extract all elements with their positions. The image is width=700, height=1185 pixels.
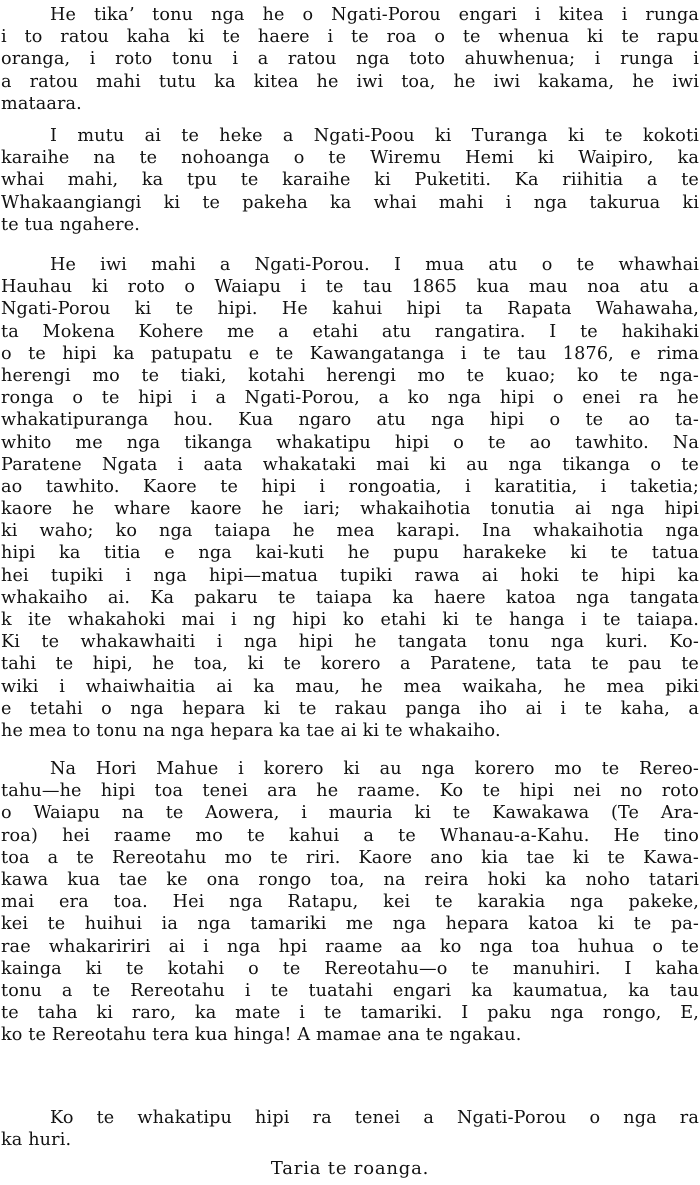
text-line: a ratou mahi tutu ka kitea he iwi toa, he iwi kakama, he iwi [1,71,699,92]
text-line: Ko te whakatipu hipi ra tenei a Ngati-Porou o nga ra [50,1108,699,1128]
text-line: tonu a te Rereotahu i te tuatahi engari ka kaumatua, ka tau [1,980,699,1001]
continued-note: Taria te roanga. [270,1158,430,1179]
text-line: herengi mo te tiaki, kotahi herengi mo te kuao; ko te nga- [1,365,699,386]
text-line: ka huri. [1,1130,72,1151]
text-line: ko te Rereotahu tera kua hinga! A mamae ana te ngakau. [1,1025,522,1046]
text-line: rae whakaririri ai i nga hpi raame aa ko nga toa huhua o te [1,936,699,957]
text-line: tahu—he hipi toa tenei ara he raame. Ko te hipi nei no roto [1,781,699,802]
paragraph [0,125,700,236]
text-line: Paratene Ngata i aata whakataki mai ki au nga tikanga o te [1,454,699,475]
text-line: whakatipuranga hou. Kua ngaro atu nga hipi o te ao ta- [1,410,699,431]
paragraph [0,254,700,742]
text-line: whakaiho ai. Ka pakaru te taiapa ka haere katoa nga tangata [1,587,699,608]
text-line: Hauhau ki roto o Waiapu i te tau 1865 kua mau noa atu a [1,277,699,298]
text-line: whai mahi, ka tpu te karaihe ki Puketiti. Ka riihitia a te [1,170,699,191]
text-line: te taha ki raro, ka mate i te tamariki. I paku nga rongo, E, [1,1003,699,1024]
text-line: I mutu ai te heke a Ngati-Poou ki Turanga ki te kokoti [50,126,699,146]
text-line: e tetahi o nga hepara ki te rakau panga iho ai i te kaha, a [1,698,699,719]
text-line: kaore he whare kaore he iari; whakaihotia tonutia ai nga hipi [1,499,699,520]
text-line: mataara. [1,93,82,114]
paragraph [0,1107,700,1151]
text-line: te tua ngahere. [1,214,141,235]
text-line: kawa kua tae ke ona rongo toa, na reira hoki ka noho tatari [1,869,699,890]
text-line: hipi ka titia e nga kai-kuti he pupu harakeke ki te tatua [1,543,699,564]
text-line: Whakaangiangi ki te pakeha ka whai mahi i nga takurua ki [1,192,699,213]
text-line: He iwi mahi a Ngati-Porou. I mua atu o te whawhai [50,255,699,275]
text-line: i to ratou kaha ki te haere i te roa o te whenua ki te rapu [1,27,699,48]
text-line: ki waho; ko nga taiapa he mea karapi. Ina whakaihotia nga [1,521,699,542]
text-line: mai era toa. Hei nga Ratapu, kei te karakia nga pakeke, [1,892,699,913]
text-line: karaihe na te nohoanga o te Wiremu Hemi ki Waipiro, ka [1,148,699,169]
text-line: Na Hori Mahue i korero ki au nga korero mo te Rereo- [50,759,699,779]
text-line: o te hipi ka patupatu e te Kawangatanga i te tau 1876, e rima [1,343,699,364]
text-line: Ngati-Porou ki te hipi. He kahui hipi ta Rapata Wahawaha, [1,299,699,320]
text-line: whito me nga tikanga whakatipu hipi o te ao tawhito. Na [1,432,699,453]
paragraph [0,4,700,115]
text-line: k ite whakahoki mai i ng hipi ko etahi ki te hanga i te taiapa. [1,610,699,630]
text-line: ao tawhito. Kaore te hipi i rongoatia, i karatitia, i taketia; [1,476,699,497]
paragraph [0,758,700,1046]
text-line: kei te huihui ia nga tamariki me nga hepara katoa ki te pa- [1,914,699,935]
document-page [0,4,700,1185]
text-line: tahi te hipi, he toa, ki te korero a Paratene, tata te pau te [1,654,699,675]
text-line: kainga ki te kotahi o te Rereotahu—o te manuhiri. I kaha [1,958,699,979]
text-line: oranga, i roto tonu i a ratou nga toto ahuwhenua; i runga i [1,49,699,70]
text-line: Ki te whakawhaiti i nga hipi he tangata tonu nga kuri. Ko- [1,632,699,653]
text-line: wiki i whaiwhaitia ai ka mau, he mea waikaha, he mea piki [1,676,699,697]
text-line: hei tupiki i nga hipi—matua tupiki rawa ai hoki te hipi ka [1,565,699,586]
text-line: ronga o te hipi i a Ngati-Porou, a ko nga hipi o enei ra he [1,388,699,409]
text-line: roa) hei raame mo te kahui a te Whanau-a-Kahu. He tino [1,825,699,846]
text-line: He tikaʼ tonu nga he o Ngati-Porou engari i kitea i runga [50,5,699,25]
text-line: o Waiapu na te Aowera, i mauria ki te Kawakawa (Te Ara- [1,803,699,824]
text-line: toa a te Rereotahu mo te riri. Kaore ano kia tae ki te Kawa- [1,847,699,868]
text-line: he mea to tonu na nga hepara ka tae ai ki te whakaiho. [1,720,501,741]
text-line: ta Mokena Kohere me a etahi atu rangatira. I te hakihaki [1,321,699,342]
